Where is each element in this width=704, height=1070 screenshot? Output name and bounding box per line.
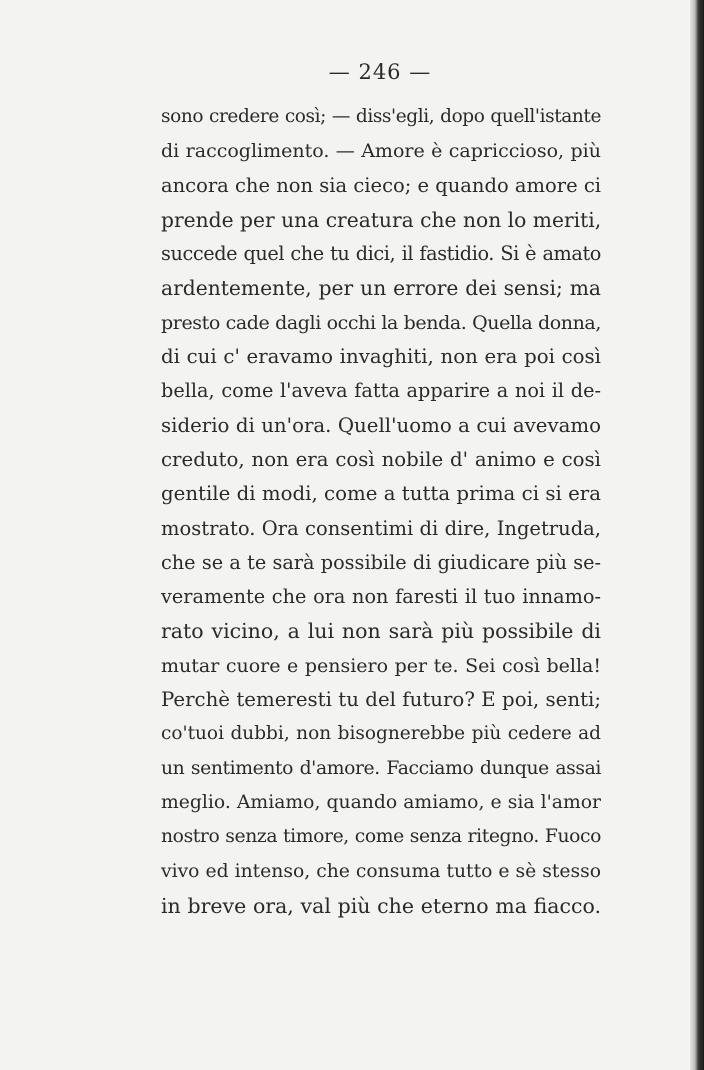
text-line: co'tuoi dubbi, non bisognerebbe più cedere ad (161, 723, 601, 745)
body-text (161, 100, 601, 923)
text-line: vivo ed intenso, che consuma tutto e sè stesso (161, 860, 601, 882)
text-line: ardentemente, per un errore dei sensi; ma (161, 276, 601, 301)
text-line: succede quel che tu dici, il fastidio. Si è amato (161, 242, 601, 266)
page-number: — 246 — (328, 60, 432, 84)
text-line: siderio di un'ora. Quell'uomo a cui avevamo (161, 413, 601, 437)
text-line: prende per una creatura che non lo meriti, (161, 207, 602, 232)
text-line: di cui c' eravamo invaghiti, non era poi così (161, 345, 601, 369)
text-line: creduto, non era così nobile d' animo e così (161, 447, 601, 471)
text-line: bella, come l'aveva fatta apparire a noi il de- (161, 379, 601, 403)
text-line: Perchè temeresti tu del futuro? E poi, senti; (161, 688, 601, 712)
text-line: mostrato. Ora consentimi di dire, Ingetruda, (161, 516, 601, 540)
text-line: meglio. Amiamo, quando amiamo, e sia l'amor (161, 791, 601, 813)
text-line: un sentimento d'amore. Facciamo dunque assai (161, 757, 601, 779)
text-line: rato vicino, a lui non sarà più possibile di (161, 619, 601, 644)
text-line: mutar cuore e pensiero per te. Sei così bella! (161, 654, 601, 677)
text-line: sono credere così; — diss'egli, dopo quell'istante (161, 106, 601, 127)
text-line: veramente che ora non faresti il tuo innamo- (161, 585, 601, 609)
text-line: presto cade dagli occhi la benda. Quella donna, (161, 311, 601, 334)
book-spine-shadow (690, 0, 704, 1070)
text-line: che se a te sarà possibile di giudicare più se- (161, 550, 601, 574)
text-line: gentile di modi, come a tutta prima ci si era (161, 482, 601, 506)
text-line: in breve ora, val più che eterno ma fiacco. (161, 893, 601, 918)
text-line: nostro senza timore, come senza ritegno. Fuoco (161, 826, 601, 848)
text-line: ancora che non sia cieco; e quando amore ci (161, 173, 601, 197)
text-line: di raccoglimento. — Amore è capriccioso, più (161, 140, 601, 163)
